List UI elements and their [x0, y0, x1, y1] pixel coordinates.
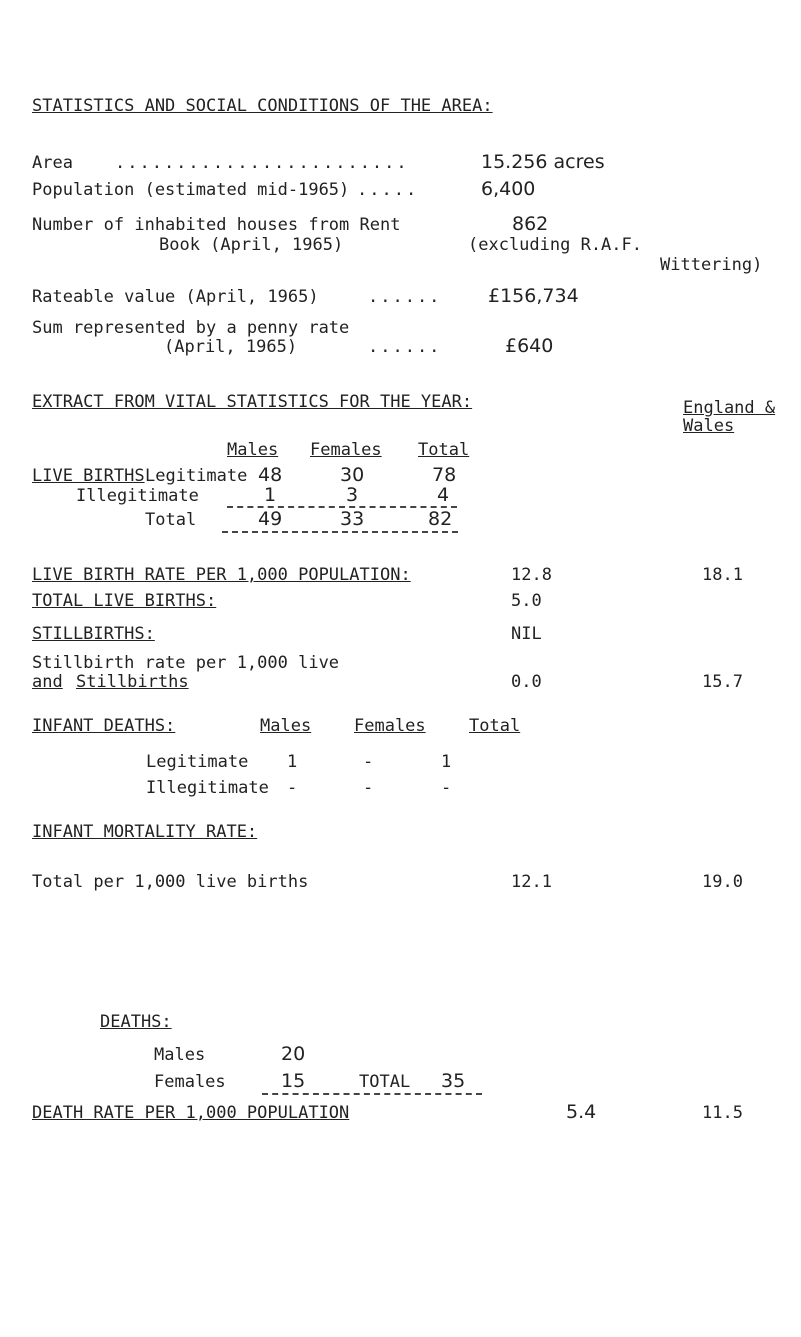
row-legitimate-label: Legitimate [145, 466, 248, 486]
penny-label-line2: (April, 1965) [164, 337, 298, 357]
deaths-total-label: TOTAL [359, 1072, 411, 1092]
houses-note-line1: (excluding R.A.F. [468, 235, 642, 255]
infant-legitimate-females: - [363, 752, 374, 772]
death-rate-ew: 11.5 [702, 1103, 743, 1123]
houses-note-line2: Wittering) [660, 255, 763, 275]
stillbirth-rate-line2-b: Stillbirths [76, 672, 189, 692]
population-dots: ..... [357, 180, 419, 200]
row-total-label: Total [145, 510, 197, 530]
stillbirths-label: STILLBIRTHS: [32, 624, 155, 644]
birth-rate-ew: 18.1 [702, 565, 743, 585]
infant-mortality-ew: 19.0 [702, 872, 743, 892]
deaths-males-value: 20 [281, 1043, 306, 1065]
england-wales-heading-line2: Wales [683, 416, 735, 436]
penny-value: £640 [505, 335, 554, 357]
deaths-males-label: Males [154, 1045, 206, 1065]
col-males: Males [227, 440, 279, 460]
row-illegitimate-males: 1 [264, 484, 277, 506]
infant-col-total: Total [469, 716, 521, 736]
houses-label-line2: Book (April, 1965) [159, 235, 344, 255]
infant-illegitimate-total: - [441, 778, 452, 798]
infant-mortality-heading: INFANT MORTALITY RATE: [32, 822, 258, 842]
deaths-total-value: 35 [441, 1070, 466, 1092]
birth-rate-value: 12.8 [511, 565, 552, 585]
stillbirth-rate-line1: Stillbirth rate per 1,000 live [32, 653, 340, 673]
population-label: Population (estimated mid-1965) [32, 180, 350, 200]
infant-legitimate-males: 1 [287, 752, 298, 772]
rateable-value: £156,734 [488, 285, 579, 307]
vital-heading: EXTRACT FROM VITAL STATISTICS FOR THE YEAR: [32, 392, 473, 412]
row-legitimate-total: 78 [432, 464, 457, 486]
stillbirth-rate-ew: 15.7 [702, 672, 743, 692]
infant-illegitimate-females: - [363, 778, 374, 798]
houses-value: 862 [512, 213, 549, 235]
row-total-total: 82 [428, 508, 453, 530]
row-illegitimate-females: 3 [346, 484, 359, 506]
england-wales-heading-line1: England & [683, 398, 776, 418]
total-live-births-value: 5.0 [511, 591, 542, 611]
row-total-females: 33 [340, 508, 365, 530]
penny-dots: ...... [368, 337, 442, 357]
row-illegitimate-label: Illegitimate [76, 486, 199, 506]
page-title: STATISTICS AND SOCIAL CONDITIONS OF THE AREA: [32, 96, 493, 116]
total-live-births-label: TOTAL LIVE BIRTHS: [32, 591, 217, 611]
row-legitimate-males: 48 [258, 464, 283, 486]
infant-illegitimate-label: Illegitimate [146, 778, 269, 798]
deaths-females-label: Females [154, 1072, 226, 1092]
stillbirth-rate-value: 0.0 [511, 672, 542, 692]
infant-mortality-label: Total per 1,000 live births [32, 872, 309, 892]
infant-legitimate-total: 1 [441, 752, 452, 772]
row-legitimate-females: 30 [340, 464, 365, 486]
stillbirth-rate-line2-a: and [32, 672, 63, 692]
row-illegitimate-total: 4 [437, 484, 450, 506]
area-value: 15.256 acres [481, 151, 605, 173]
deaths-heading: DEATHS: [100, 1012, 172, 1032]
infant-legitimate-label: Legitimate [146, 752, 249, 772]
stillbirths-value: NIL [511, 624, 542, 644]
row-total-males: 49 [258, 508, 283, 530]
rateable-label: Rateable value (April, 1965) [32, 287, 319, 307]
infant-col-males: Males [260, 716, 312, 736]
death-rate-label: DEATH RATE PER 1,000 POPULATION [32, 1103, 350, 1123]
area-dots: ........................ [115, 153, 409, 173]
area-label: Area [32, 153, 73, 173]
infant-col-females: Females [354, 716, 426, 736]
col-females: Females [310, 440, 382, 460]
deaths-rule [262, 1093, 482, 1095]
houses-label-line1: Number of inhabited houses from Rent [32, 215, 401, 235]
death-rate-value: 5.4 [566, 1101, 597, 1123]
total-rule [222, 531, 458, 533]
population-value: 6,400 [481, 178, 536, 200]
infant-mortality-value: 12.1 [511, 872, 552, 892]
penny-label-line1: Sum represented by a penny rate [32, 318, 350, 338]
rateable-dots: ...... [368, 287, 442, 307]
live-births-label: LIVE BIRTHS [32, 466, 145, 486]
col-total: Total [418, 440, 470, 460]
deaths-females-value: 15 [281, 1070, 306, 1092]
birth-rate-label: LIVE BIRTH RATE PER 1,000 POPULATION: [32, 565, 411, 585]
infant-deaths-heading: INFANT DEATHS: [32, 716, 176, 736]
infant-illegitimate-males: - [287, 778, 298, 798]
